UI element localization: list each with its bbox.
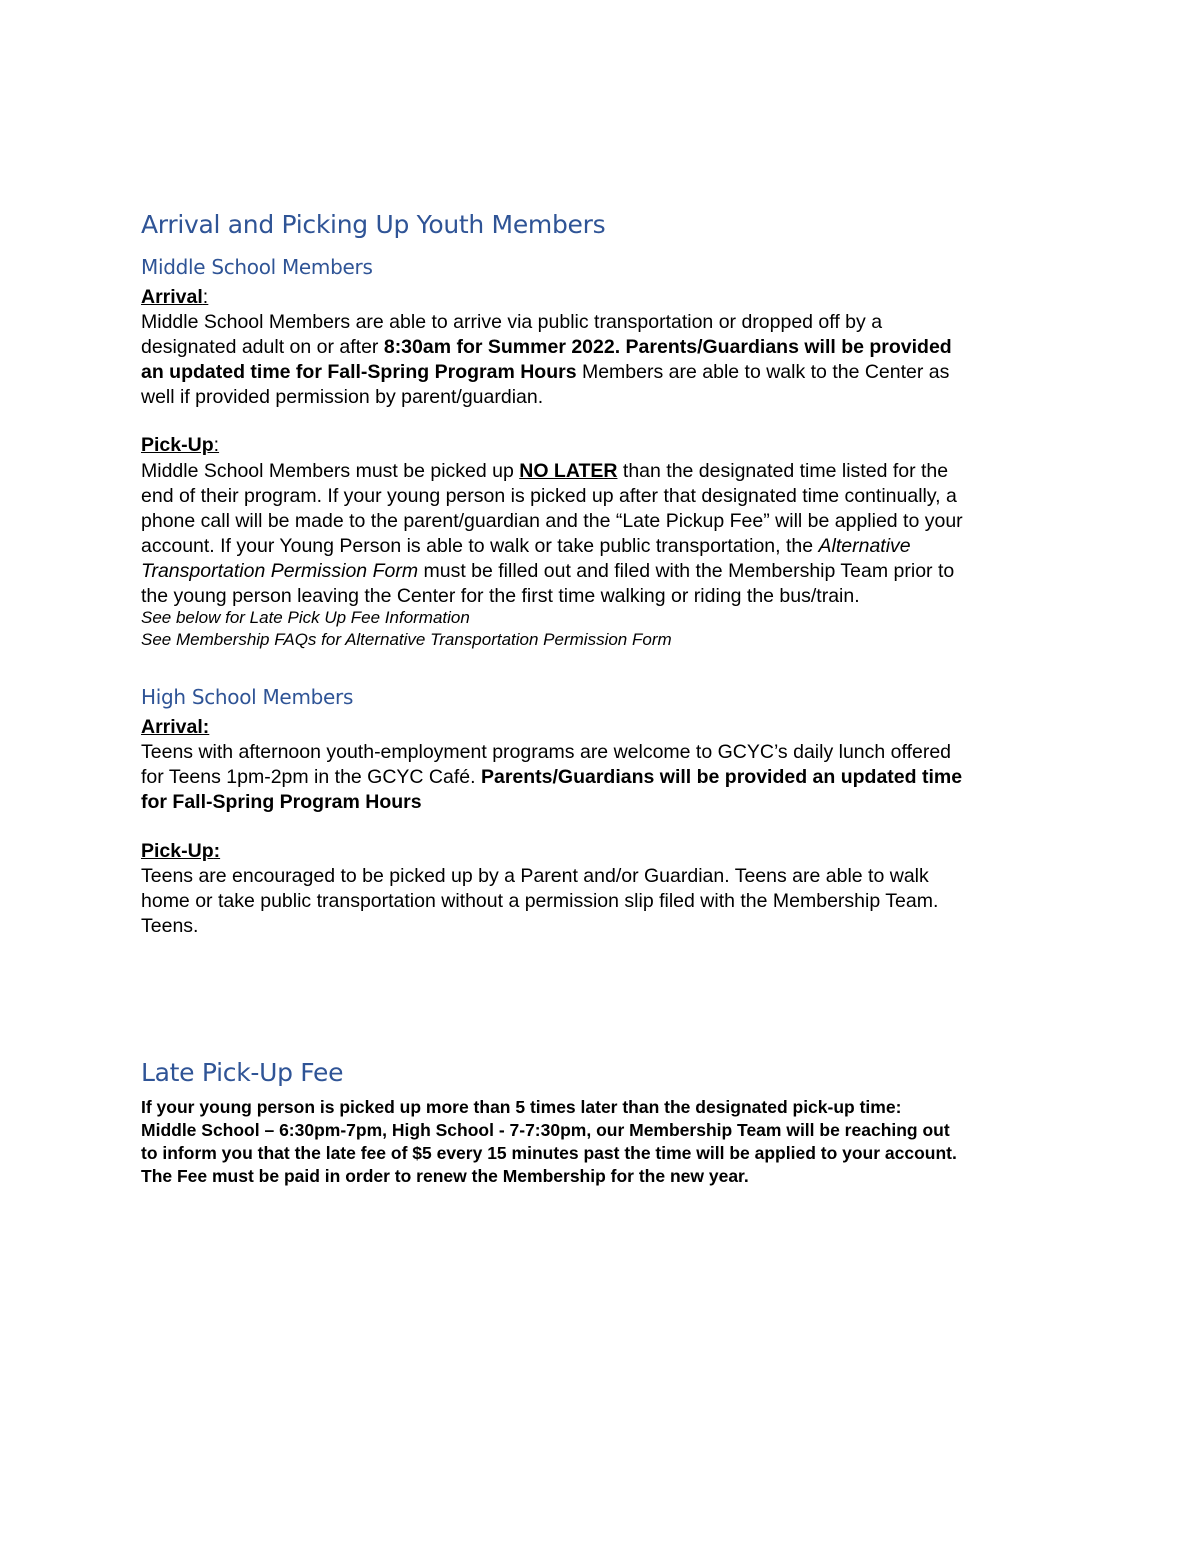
middle-school-pickup-text	[141, 459, 1061, 609]
text-run: for Teens 1pm-2pm in the GCYC Café.	[141, 766, 481, 788]
text-line	[141, 559, 1061, 584]
text-line	[141, 790, 1061, 815]
text-line: the young person leaving the Center for the first time walking or riding the bus/train.	[141, 585, 860, 607]
note-membership-faqs: See Membership FAQs for Alternative Transportation Permission Form	[141, 630, 672, 649]
text-run: designated adult on or after	[141, 336, 384, 358]
high-school-arrival-label: Arrival:	[141, 716, 210, 738]
bold-text-run: 8:30am for Summer 2022. Parents/Guardians will be provided	[383, 336, 952, 358]
page-title: Arrival and Picking Up Youth Members	[141, 210, 606, 239]
text-line	[141, 360, 1061, 385]
arrival-label-text: Arrival	[141, 286, 203, 308]
text-run: Middle School Members must be picked up	[141, 460, 520, 482]
text-line: Teens are encouraged to be picked up by a Parent and/or Guardian. Teens are able to walk	[141, 865, 929, 887]
pickup-label-text: Pick-Up	[141, 840, 214, 862]
bold-text-run: for Fall-Spring Program Hours	[141, 791, 422, 813]
text-line: home or take public transportation without a permission slip filed with the Membership Team.	[141, 890, 939, 912]
bold-text-run: Parents/Guardians will be provided an updated time	[480, 766, 963, 788]
high-school-heading: High School Members	[141, 685, 354, 709]
pickup-label-colon: :	[213, 840, 221, 862]
middle-school-arrival-label	[141, 286, 208, 309]
high-school-arrival-text	[141, 740, 1061, 815]
text-line	[141, 335, 1061, 360]
italic-text-run: Alternative	[818, 535, 911, 557]
text-line	[141, 765, 1061, 790]
pickup-label-colon: :	[213, 434, 220, 456]
text-run: account. If your Young Person is able to walk or take public transportation, the	[141, 535, 819, 557]
text-run: Members are able to walk to the Center as	[576, 361, 950, 383]
text-line: Middle School Members are able to arrive via public transportation or dropped off by a	[141, 311, 883, 333]
text-line: Teens.	[141, 915, 199, 937]
emphasis-no-later: NO LATER	[519, 460, 618, 482]
high-school-pickup-label	[141, 840, 220, 863]
text-run: than the designated time listed for the	[617, 460, 949, 482]
high-school-pickup-text	[141, 864, 1061, 939]
text-line: phone call will be made to the parent/guardian and the “Late Pickup Fee” will be applied to your	[141, 510, 963, 532]
note-late-fee-info: See below for Late Pick Up Fee Information	[141, 608, 470, 627]
middle-school-heading: Middle School Members	[141, 255, 373, 279]
text-line: If your young person is picked up more than 5 times later than the designated pick-up time:	[141, 1097, 902, 1117]
bold-text-run: an updated time for Fall-Spring Program Hours	[141, 361, 577, 383]
middle-school-arrival-text	[141, 310, 1061, 410]
late-fee-heading: Late Pick-Up Fee	[141, 1058, 344, 1087]
text-run: must be filled out and filed with the Membership Team prior to	[418, 560, 955, 582]
text-line: end of their program. If your young person is picked up after that designated time continually, a	[141, 485, 957, 507]
text-line	[141, 534, 1061, 559]
text-line: well if provided permission by parent/guardian.	[141, 386, 544, 408]
text-line: The Fee must be paid in order to renew the Membership for the new year.	[141, 1166, 749, 1186]
italic-text-run: Transportation Permission Form	[141, 560, 419, 582]
late-fee-text	[141, 1096, 1071, 1188]
text-line: to inform you that the late fee of $5 every 15 minutes past the time will be applied to your account.	[141, 1143, 957, 1163]
text-line	[141, 459, 1061, 484]
middle-school-pickup-label	[141, 434, 219, 457]
text-line: Middle School – 6:30pm-7pm, High School - 7-7:30pm, our Membership Team will be reaching out	[141, 1120, 950, 1140]
arrival-label-colon: :	[202, 286, 209, 308]
pickup-label-text: Pick-Up	[141, 434, 214, 456]
text-line: Teens with afternoon youth-employment programs are welcome to GCYC’s daily lunch offered	[141, 741, 952, 763]
